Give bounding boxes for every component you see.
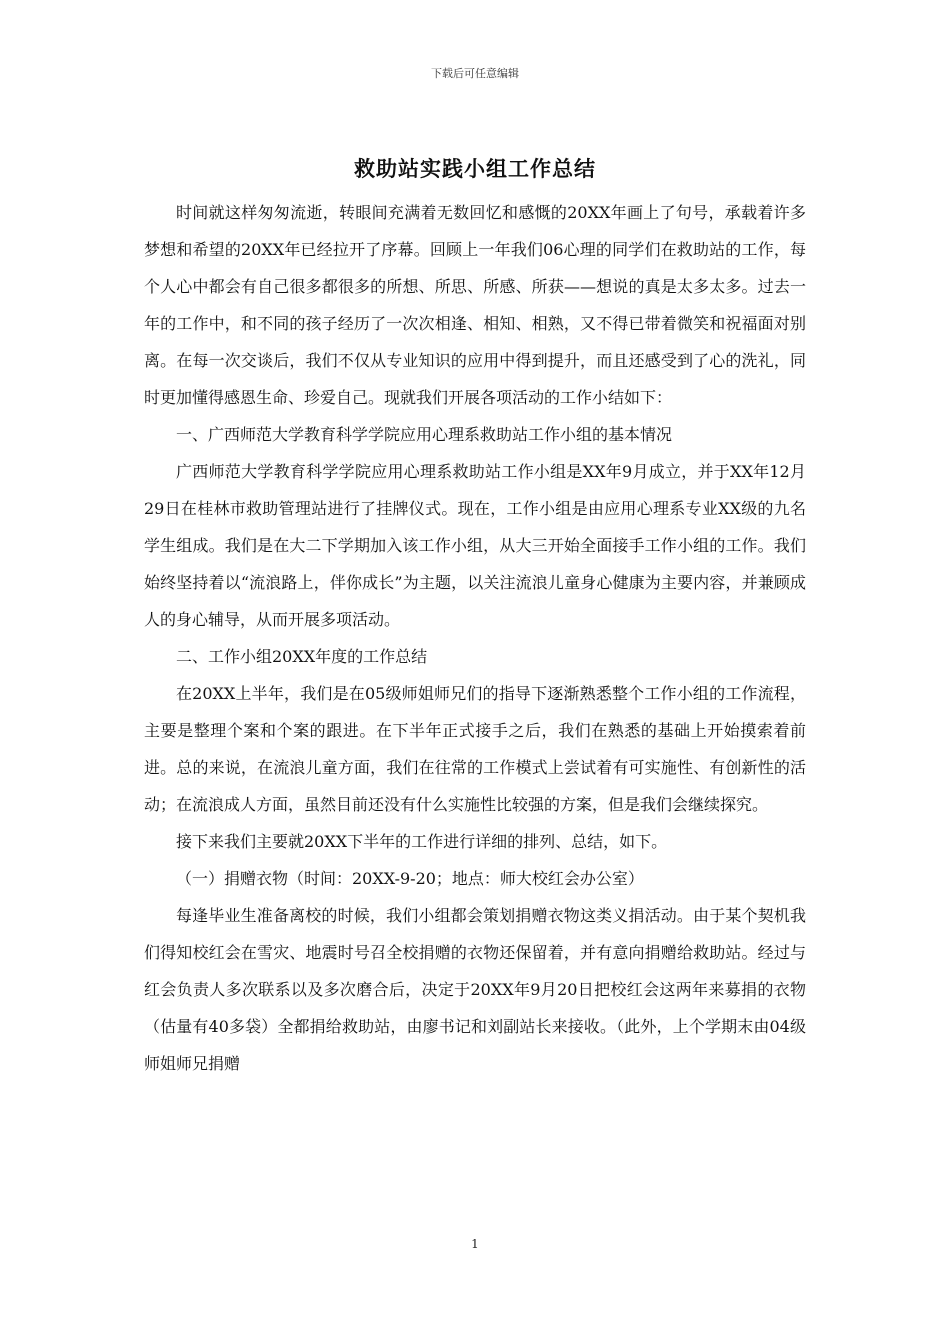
section-heading-1: 一、广西师范大学教育科学学院应用心理系救助站工作小组的基本情况 <box>176 425 673 444</box>
paragraph-intro: 时间就这样匆匆流逝，转眼间充满着无数回忆和感慨的20XX年画上了句号，承载着许多梦想和希望的20XX年已经拉开了序幕。回顾上一年我们06心理的同学们在救助站的工作，每个人心中都会有自己很多都很多的所想、所思、所感、所获——想说的真是太多太多。过去一年的工作中，和不同的孩子经历了一次次相逢、相知、相熟，又不得已带着微笑和祝福面对别离。在每一次交谈后，我们不仅从专业知识的应用中得到提升，而且还感受到了心的洗礼，同时更加懂得感恩生命、珍爱自己。现就我们开展各项活动的工作小结如下： <box>144 203 806 407</box>
document-body <box>144 194 806 1082</box>
header-note: 下载后可任意编辑 <box>431 67 519 80</box>
paragraph-basic-info: 广西师范大学教育科学学院应用心理系救助站工作小组是XX年9月成立，并于XX年12月29日在桂林市救助管理站进行了挂牌仪式。现在，工作小组是由应用心理系专业XX级的九名学生组成。我们是在大二下学期加入该工作小组，从大三开始全面接手工作小组的工作。我们始终坚持着以“流浪路上，伴你成长”为主题，以关注流浪儿童身心健康为主要内容，并兼顾成人的身心辅导，从而开展多项活动。 <box>144 462 806 629</box>
subsection-heading-donation: （一）捐赠衣物（时间：20XX-9-20；地点：师大校红会办公室） <box>176 869 644 888</box>
paragraph-transition: 接下来我们主要就20XX下半年的工作进行详细的排列、总结，如下。 <box>176 832 668 851</box>
section-heading-2: 二、工作小组20XX年度的工作总结 <box>176 647 428 666</box>
document-title: 救助站实践小组工作总结 <box>354 156 596 181</box>
paragraph-first-half-year: 在20XX上半年，我们是在05级师姐师兄们的指导下逐渐熟悉整个工作小组的工作流程，主要是整理个案和个案的跟进。在下半年正式接手之后，我们在熟悉的基础上开始摸索着前进。总的来说，在流浪儿童方面，我们在往常的工作模式上尝试着有可实施性、有创新性的活动；在流浪成人方面，虽然目前还没有什么实施性比较强的方案，但是我们会继续探究。 <box>144 684 806 814</box>
paragraph-donation: 每逢毕业生准备离校的时候，我们小组都会策划捐赠衣物这类义捐活动。由于某个契机我们得知校红会在雪灾、地震时号召全校捐赠的衣物还保留着，并有意向捐赠给救助站。经过与红会负责人多次联系以及多次磨合后，决定于20XX年9月20日把校红会这两年来募捐的衣物（估量有40多袋）全都捐给救助站，由廖书记和刘副站长来接收。（此外，上个学期末由04级师姐师兄捐赠 <box>144 906 806 1073</box>
page-number: 1 <box>471 1237 479 1251</box>
